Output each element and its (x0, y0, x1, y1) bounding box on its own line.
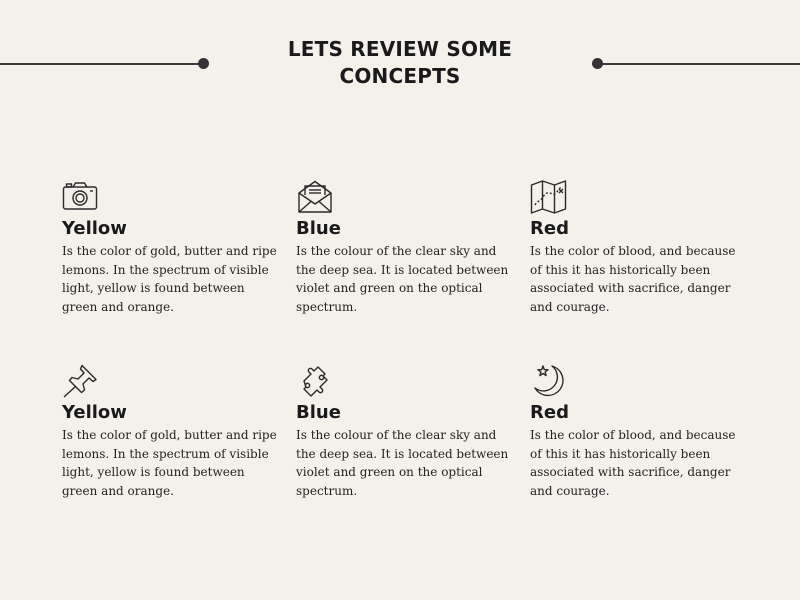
card-heading: Yellow (62, 218, 127, 239)
header-rule-left (0, 63, 203, 65)
card-heading: Red (530, 402, 569, 423)
puzzle-icon (296, 364, 334, 398)
card-heading: Blue (296, 402, 341, 423)
concept-card-red-1 (530, 180, 745, 316)
card-description: Is the color of gold, butter and ripe lemons. In the spectrum of visible light, yellow is found between green and orange. (62, 244, 277, 314)
card-description: Is the colour of the clear sky and the deep sea. It is located between violet and green on the optical spectrum. (296, 428, 509, 498)
concept-card-yellow-1 (62, 180, 277, 316)
concept-card-yellow-2 (62, 364, 277, 500)
page-title: LETS REVIEW SOME CONCEPTS (287, 37, 513, 88)
map-icon (530, 180, 568, 214)
card-heading: Yellow (62, 402, 127, 423)
card-description: Is the color of blood, and because of this it has historically been associated with sacrifice, danger and courage. (530, 244, 736, 314)
card-description: Is the color of gold, butter and ripe lemons. In the spectrum of visible light, yellow is found between green and orange. (62, 428, 277, 498)
card-description: Is the colour of the clear sky and the deep sea. It is located between violet and green on the optical spectrum. (296, 244, 509, 314)
card-heading: Red (530, 218, 569, 239)
header-dot-right (592, 58, 603, 69)
card-description: Is the color of blood, and because of this it has historically been associated with sacrifice, danger and courage. (530, 428, 736, 498)
moon-star-icon (530, 364, 568, 398)
header-dot-left (198, 58, 209, 69)
camera-icon (62, 180, 100, 214)
pushpin-icon (62, 364, 100, 398)
concept-card-blue-2 (296, 364, 511, 500)
concept-card-red-2 (530, 364, 745, 500)
card-heading: Blue (296, 218, 341, 239)
concept-card-blue-1 (296, 180, 511, 316)
header-rule-right (598, 63, 800, 65)
envelope-icon (296, 180, 334, 214)
